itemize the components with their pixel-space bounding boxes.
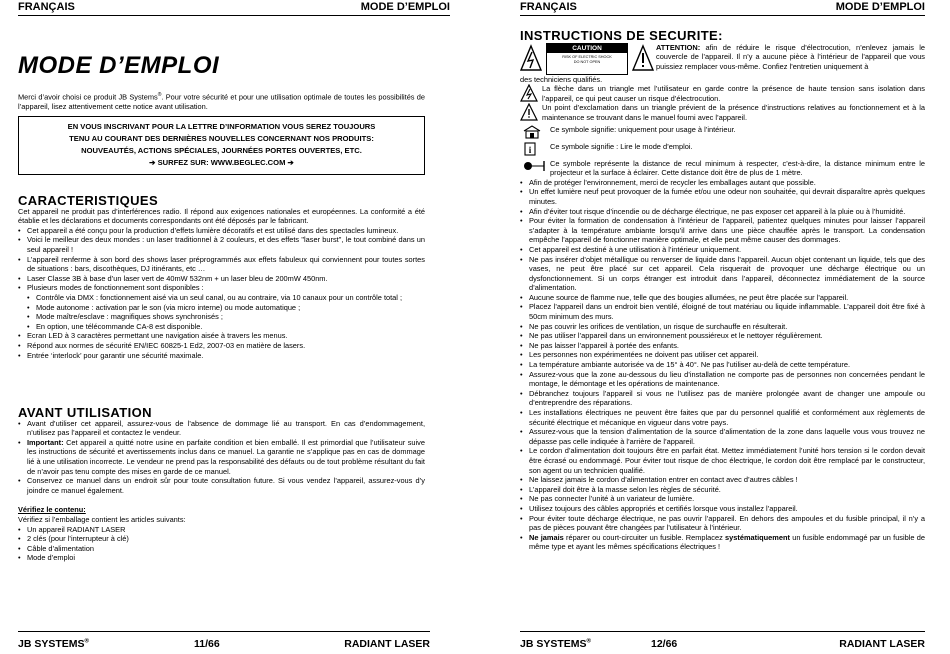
before-use-heading: AVANT UTILISATION <box>18 405 152 420</box>
list-item: • Ecran LED à 3 caractères permettant une navigation aisée à travers les menus. <box>18 331 425 341</box>
caution-label <box>546 43 628 75</box>
footer-brand: JB SYSTEMS® <box>18 638 89 650</box>
list-item: • Ne pas laisser l’appareil à portée des enfants. <box>520 341 925 351</box>
header-language: FRANÇAIS <box>520 1 577 13</box>
list-item: • 2 clés (pour l’interrupteur à clé) <box>18 534 425 544</box>
footer-brand: JB SYSTEMS® <box>520 638 591 650</box>
list-item: • Assurez-vous que la zone au-dessous du lieu d’installation ne comporte pas de personnes non concernées pendant le montage, le démontage et les opérations de maintenance. <box>520 370 925 389</box>
caution-block <box>520 43 925 75</box>
list-item: • Assurez-vous que la tension d’alimentation de la source d’alimentation de la zone dans laquelle vous vous trouvez ne dépasse pas celle indiquée à l’arrière de l’appareil. <box>520 427 925 446</box>
distance-explanation: Ce symbole représente la distance de recul minimum à respecter, c’est-à-dire, la distance minimum entre le projecteur et la surface à éclairer. Cette distance doit être de plus de 1 mètre. <box>520 159 925 178</box>
newsletter-box <box>18 116 425 175</box>
before-use-section <box>18 405 425 563</box>
list-item: • Un effet lumière neuf peut provoquer de la fumée et/ou une odeur non souhaitée, qui devrait disparaître après quelques minutes. <box>520 187 925 206</box>
mode-item: • Mode maître/esclave : magnifiques shows synchronisés ; <box>27 312 425 322</box>
intro-reg-mark: ® <box>157 92 162 98</box>
manual-explanation: i Ce symbole signifie : Lire le mode d’emploi. <box>520 142 925 156</box>
list-item: • Les installations électriques ne peuvent être faites que par du personnel qualifié et conformément aux règlements de sécurité électrique et mécanique en vigueur dans votre pays. <box>520 408 925 427</box>
footer-product: RADIANT LASER <box>839 638 925 650</box>
list-item: • Avant d’utiliser cet appareil, assurez-vous de l’absence de dommage lié au transport. En cas d’endommagement, n’utilisez pas l’appareil et contactez le vendeur. <box>18 419 425 438</box>
header-section: MODE D’EMPLOI <box>835 1 925 13</box>
list-item: • L’appareil renferme à son bord des shows laser préprogrammés aux effets fabuleux qui conviennent pour toutes sortes de situations : bars, discothèques, DJ itinérants, etc … <box>18 255 425 274</box>
list-item: • Ne pas insérer d’objet métallique ou renverser de liquide dans l’appareil. Aucun objet contenant un liquide, tels que des vases, ne peut être placé sur cet appareil. Cela risquerait de provoquer une décharge électrique ou un dysfonctionnement. Si un corps étranger est introduit dans l’appareil, déconnectez immédiatement de la source d’alimentation. <box>520 255 925 293</box>
before-use-list <box>18 419 425 496</box>
list-item: • Afin de protéger l’environnement, merci de recycler les emballages autant que possible. <box>520 178 925 188</box>
features-section <box>18 193 425 360</box>
list-item: • Ne pas utiliser l’appareil dans un environnement poussiéreux et le nettoyer régulièrement. <box>520 331 925 341</box>
read-manual-icon <box>520 142 550 156</box>
features-intro: Cet appareil ne produit pas d’interférences radio. Il répond aux exigences nationales et européennes. La conformité a été établie et les déclarations et documents correspondants ont été déposés par le fabricant. <box>18 206 425 226</box>
header-section: MODE D’EMPLOI <box>360 1 450 13</box>
check-contents-heading: Vérifiez le contenu: <box>18 505 86 515</box>
list-item: • Entrée ‘interlock’ pour garantir une sécurité maximale. <box>18 351 425 361</box>
contents-list <box>18 525 425 563</box>
list-item: • Afin d’éviter tout risque d’incendie ou de décharge électrique, ne pas exposer cet appareil à la pluie ou à l’humidité. <box>520 207 925 217</box>
list-item: • Conservez ce manuel dans un endroit sûr pour toute consultation future. Si vous vendez l’appareil, assurez-vous d’y joindre ce manuel également. <box>18 476 425 495</box>
list-item: • Aucune source de flamme nue, telle que des bougies allumées, ne peut être placée sur l’appareil. <box>520 293 925 303</box>
check-contents-intro: Vérifiez si l’emballage contient les articles suivants: <box>18 514 186 524</box>
list-item: • Ne jamais réparer ou court-circuiter un fusible. Remplacez systématiquement un fusible endommagé par un fusible de même type et ayant les mêmes spécifications électriques ! <box>520 533 925 552</box>
list-item: • Ne pas connecter l’unité à un variateur de lumière. <box>520 494 925 504</box>
safety-section <box>520 28 925 552</box>
caution-subtext: RISK OF ELECTRIC SHOCK DO NOT OPEN <box>562 54 612 64</box>
newsletter-line: TENU AU COURANT DES DERNIÈRES NOUVELLES CONCERNANT NOS PRODUITS: <box>69 134 374 143</box>
list-item: • Répond aux normes de sécurité EN/IEC 60825-1 Ed2, 2007-03 en matière de lasers. <box>18 341 425 351</box>
mode-item: • Mode autonome : activation par le son (via micro interne) ou mode automatique ; <box>27 303 425 313</box>
page-title: MODE D’EMPLOI <box>18 52 220 79</box>
attention-text-cont: des techniciens qualifiés. <box>520 74 603 84</box>
list-item: • Ne pas couvrir les orifices de ventilation, un risque de surchauffe en résulterait. <box>520 322 925 332</box>
list-item: • La température ambiante autorisée va de 15° à 40°. Ne pas l’utiliser au-delà de cette température. <box>520 360 925 370</box>
list-item: • Laser Classe 3B à base d’un laser vert de 40mW 532nm + un laser bleu de 200mW 450nm. <box>18 274 425 284</box>
distance-icon <box>520 159 550 173</box>
list-item: • Pour éviter la formation de condensation à l’intérieur de l’appareil, patientez quelques minutes pour laisser l’appareil s’adapter à la température ambiante lorsqu’il arrive dans une pièce chauffée après le transport. La condensation empêche l’appareil de fonctionner manière optimale, et elle peut même causer des dommages. <box>520 216 925 245</box>
intro-text-a: Merci d’avoir choisi ce produit JB Systems <box>18 92 158 102</box>
lightning-triangle-icon <box>520 84 542 102</box>
list-item: • L’appareil doit être à la masse selon les règles de sécurité. <box>520 485 925 495</box>
lightning-triangle-icon <box>520 43 542 73</box>
mode-item: • En option, une télécommande CA-8 est disponible. <box>27 322 425 332</box>
list-item: • Voici le meilleur des deux mondes : un laser traditionnel à 2 couleurs, et des effets "laser burst", le tout combiné dans un seul appareil ! <box>18 235 425 254</box>
list-item: • Câble d’alimentation <box>18 544 425 554</box>
attention-label: ATTENTION: <box>656 42 701 52</box>
newsletter-line: EN VOUS INSCRIVANT POUR LA LETTRE D’INFORMATION VOUS SEREZ TOUJOURS <box>67 122 376 131</box>
features-heading: CARACTERISTIQUES <box>18 193 159 208</box>
list-item: • Ne laissez jamais le cordon d’alimentation entrer en contact avec d’autres câbles ! <box>520 475 925 485</box>
exclamation-explanation: Un point d’exclamation dans un triangle prévient de la présence d’instructions relatives au fonctionnement et à la maintenance se trouvant dans le manuel fourni avec l’appareil. <box>520 103 925 122</box>
newsletter-link[interactable]: ➔ SURFEZ SUR: WWW.BEGLEC.COM ➔ <box>149 158 294 167</box>
list-item: • Placez l’appareil dans un endroit bien ventilé, éloigné de tout matériau ou liquide inflammable. L’appareil doit être fixé à 50cm minimum des murs. <box>520 302 925 321</box>
intro-text-b: . Pour votre sécurité et pour une utilisation optimale de toutes les possibilités de l’appareil, lisez attentivement cette notice avant utilisation. <box>18 92 425 112</box>
exclamation-triangle-icon <box>520 103 542 121</box>
footer-page-number: 11/66 <box>194 638 220 650</box>
list-item: • Débranchez toujours l’appareil si vous ne l’utilisez pas de manière prolongée avant de changer une ampoule ou d’entreprendre des réparations. <box>520 389 925 408</box>
page-footer <box>520 631 925 651</box>
list-item: • Plusieurs modes de fonctionnement sont disponibles : <box>18 283 425 293</box>
list-item: • Cet appareil a été conçu pour la production d’effets lumière décoratifs et est utilisé dans des spectacles lumineux. <box>18 226 425 236</box>
newsletter-line: NOUVEAUTÉS, ACTIONS SPÉCIALES, JOURNÉES PORTES OUVERTES, ETC. <box>81 146 362 155</box>
indoor-explanation: Ce symbole signifie: uniquement pour usage à l’intérieur. <box>520 125 925 139</box>
exclamation-triangle-icon <box>632 43 654 73</box>
features-list <box>18 226 425 360</box>
list-item: • Utilisez toujours des câbles appropriés et certifiés lorsque vous installez l’appareil. <box>520 504 925 514</box>
mode-item: • Contrôle via DMX : fonctionnement aisé via un seul canal, ou au contraire, via 10 canaux pour un contrôle total ; <box>27 293 425 303</box>
intro-paragraph <box>18 91 425 112</box>
list-item: • Un appareil RADIANT LASER <box>18 525 425 535</box>
safety-heading: INSTRUCTIONS DE SECURITE: <box>520 28 723 43</box>
lightning-explanation: La flèche dans un triangle met l’utilisateur en garde contre la présence de haute tension sans isolation dans l’appareil, ce qui peut causer un risque d’électrocution. <box>520 84 925 103</box>
header-language: FRANÇAIS <box>18 1 75 13</box>
page-header <box>520 0 925 16</box>
indoor-use-icon <box>520 125 550 139</box>
list-item: • Les personnes non expérimentées ne doivent pas utiliser cet appareil. <box>520 350 925 360</box>
page-header <box>18 0 450 16</box>
caution-title: CAUTION <box>547 44 627 53</box>
list-item: • Mode d’emploi <box>18 553 425 563</box>
list-item: • Le cordon d’alimentation doit toujours être en parfait état. Mettez immédiatement l’unité hors tension si le cordon devait être écrasé ou endommagé. Pour éviter tout risque de choc électrique, le cordon doit être remplacé par le constructeur, son agent ou un technicien qualifié. <box>520 446 925 475</box>
svg-text:i: i <box>528 144 532 155</box>
attention-text: ATTENTION: afin de réduire le risque d’électrocution, n’enlevez jamais le couvercle de l’appareil. Il n’y a aucune pièce à l’intérieur de l’appareil que vous puissiez remplacer vous-même. Confiez l’entretien uniquement à <box>656 42 925 71</box>
list-item: • Cet appareil est destiné à une utilisation à l’intérieur uniquement. <box>520 245 925 255</box>
page-footer <box>18 631 430 651</box>
footer-page-number: 12/66 <box>651 638 678 650</box>
safety-list <box>520 178 925 552</box>
list-item: • Important: Cet appareil a quitté notre usine en parfaite condition et bien emballé. Il est primordial que l’utilisateur suive les instructions de sécurité et avertissements inclus dans ce manuel. La garantie ne s’applique pas en cas de dommage lié à une utilisation incorrecte. Le vendeur ne prend pas la responsabilité des défauts ou de tout problème résultant du fait de n’avoir pas tenu compte des mises en garde de ce manuel. <box>18 438 425 476</box>
list-item: • Pour éviter toute décharge électrique, ne pas ouvrir l’appareil. En dehors des ampoules et du fusible principal, il n’y a pas de pièces pouvant être changées par l’utilisateur à l’intérieur. <box>520 514 925 533</box>
page-right <box>475 0 950 654</box>
important-label: Important: <box>27 437 64 447</box>
footer-product: RADIANT LASER <box>344 638 430 650</box>
